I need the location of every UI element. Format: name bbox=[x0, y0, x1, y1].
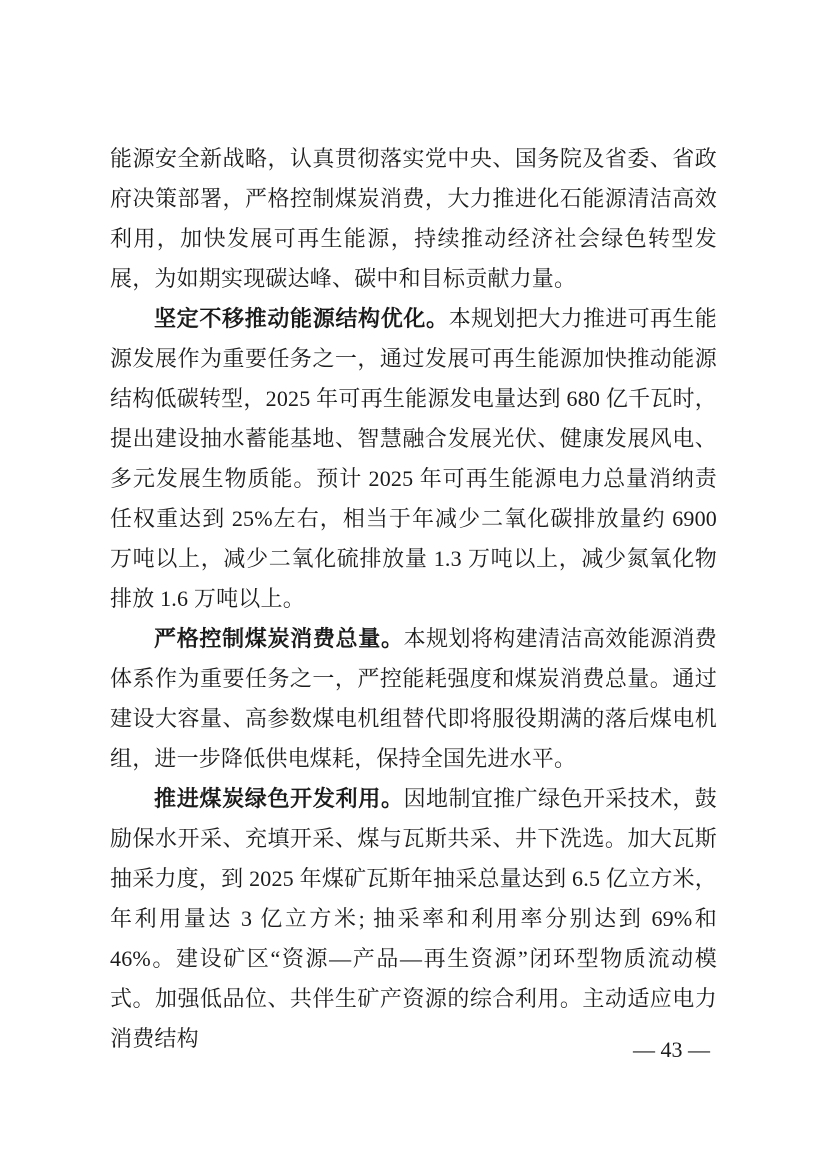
page-footer bbox=[0, 1036, 710, 1064]
paragraph-lead-bold: 坚定不移推动能源结构优化。 bbox=[154, 306, 449, 331]
paragraph-text: 能源安全新战略，认真贯彻落实党中央、国务院及省委、省政府决策部署，严格控制煤炭消费，大力推进化石能源清洁高效利用，加快发展可再生能源，持续推动经济社会绿色转型发展，为如期实现碳达峰、碳中和目标贡献力量。 bbox=[110, 146, 717, 291]
paragraph-lead-bold: 推进煤炭绿色开发利用。 bbox=[154, 786, 404, 811]
paragraph-text: 因地制宜推广绿色开采技术，鼓励保水开采、充填开采、煤与瓦斯共采、井下洗选。加大瓦斯抽采力度，到 2025 年煤矿瓦斯年抽采总量达到 6.5 亿立方米，年利用量达 3 亿立方米; 抽采率和利用率分别达到 69%和 46%。建设矿区“资源—产品—再生资源”闭环型物质流动模式。加强低品位、共伴生矿产资源的综合利用。主动适应电力消费结构 bbox=[110, 786, 717, 1051]
paragraph-energy-structure bbox=[110, 299, 717, 619]
paragraph-text: 本规划把大力推进可再生能源发展作为重要任务之一，通过发展可再生能源加快推动能源结构低碳转型，2025 年可再生能源发电量达到 680 亿千瓦时，提出建设抽水蓄能基地、智慧融合发展光伏、健康发展风电、多元发展生物质能。预计 2025 年可再生能源电力总量消纳责任权重达到 25%左右，相当于年减少二氧化碳排放量约 6900 万吨以上，减少二氧化硫排放量 1.3 万吨以上，减少氮氧化物排放 1.6 万吨以上。 bbox=[110, 306, 717, 611]
paragraph-coal-consumption bbox=[110, 619, 717, 779]
paragraph-lead-bold: 严格控制煤炭消费总量。 bbox=[154, 626, 404, 651]
paragraph-text: 本规划将构建清洁高效能源消费体系作为重要任务之一，严控能耗强度和煤炭消费总量。通过建设大容量、高参数煤电机组替代即将服役期满的落后煤电机组，进一步降低供电煤耗，保持全国先进水平。 bbox=[110, 626, 717, 771]
page-number: — 43 — bbox=[633, 1037, 710, 1062]
paragraph-green-coal-development bbox=[110, 779, 717, 1059]
paragraph-continuation bbox=[110, 139, 717, 299]
page-content bbox=[110, 139, 717, 1059]
